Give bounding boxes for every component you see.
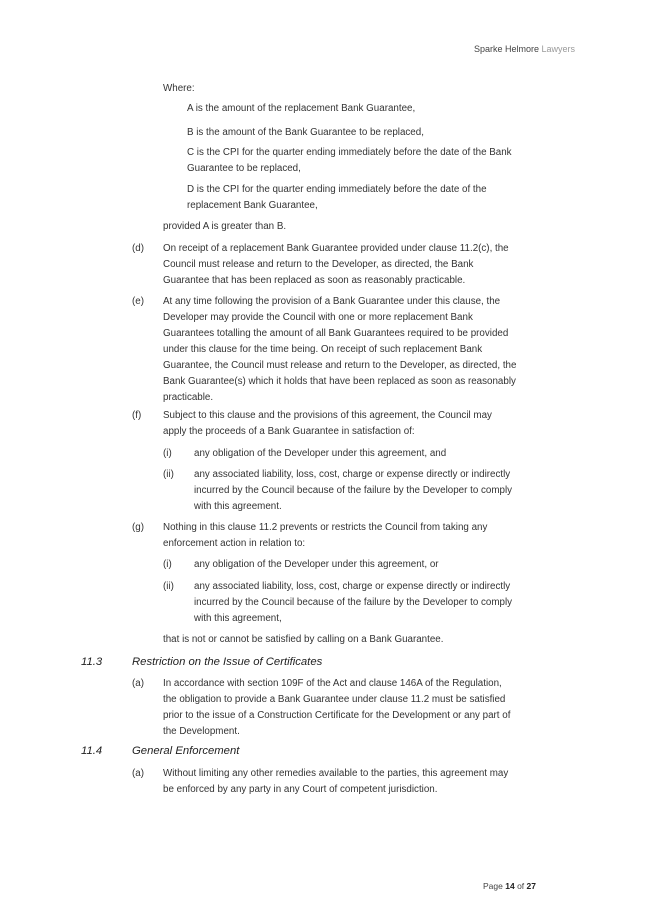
clause-11-3-a-text [163,676,510,740]
section-11-3-title: Restriction on the Issue of Certificates [132,656,323,668]
header-firm-name [474,44,575,54]
clause-f-i-label: (i) [163,448,172,459]
clause-11-3-a-line: prior to the issue of a Construction Certificate for the Development or any part of [163,710,511,721]
clause-e-line: Bank Guarantee(s) which it holds that have been replaced as soon as reasonably [163,376,516,387]
clause-g-label: (g) [132,522,144,533]
clause-g-i-label: (i) [163,559,172,570]
clause-f-ii-line: with this agreement. [194,501,282,512]
clause-g-ii-text [194,579,512,627]
section-11-4-number: 11.4 [81,745,103,757]
clause-11-3-a-line: In accordance with section 109F of the Act and clause 146A of the Regulation, [163,678,502,689]
clause-11-4-a-text [163,766,508,798]
clause-e-line: under this clause for the time being. On receipt of such replacement Bank [163,344,483,355]
definition-c [187,145,512,177]
clause-e-line: At any time following the provision of a Bank Guarantee under this clause, the [163,296,501,307]
definition-c-line: Guarantee to be replaced, [187,163,301,174]
clause-e-line: Developer may provide the Council with one or more replacement Bank [163,312,473,323]
clause-f-ii-line: any associated liability, loss, cost, charge or expense directly or indirectly [194,469,511,480]
page-number [483,881,536,891]
clause-f-ii-label: (ii) [163,469,174,480]
clause-f-label: (f) [132,410,142,421]
clause-g-i-text: any obligation of the Developer under this agreement, or [194,559,439,570]
section-11-4-title: General Enforcement [132,745,240,757]
clause-11-4-a-line: be enforced by any party in any Court of competent jurisdiction. [163,784,438,795]
clause-g-line: enforcement action in relation to: [163,538,306,549]
clause-11-4-a-label: (a) [132,768,144,779]
clause-d-text [163,241,509,289]
clause-g-ii-line: with this agreement, [194,613,282,624]
where-proviso: provided A is greater than B. [163,221,287,232]
page-prefix: Page [483,881,503,891]
page-of: of [517,881,525,891]
definition-d-line: replacement Bank Guarantee, [187,200,318,211]
firm-suffix: Lawyers [541,44,575,54]
clause-d-line: On receipt of a replacement Bank Guarantee provided under clause 11.2(c), the [163,243,509,254]
clause-11-3-a-label: (a) [132,678,144,689]
clause-d-line: Guarantee that has been replaced as soon as reasonably practicable. [163,275,466,286]
definition-c-line: C is the CPI for the quarter ending immediately before the date of the Bank [187,147,512,158]
clause-f-line: apply the proceeds of a Bank Guarantee in satisfaction of: [163,426,415,437]
clause-g-text [163,520,487,552]
clause-f-i-text: any obligation of the Developer under this agreement, and [194,448,447,459]
clause-d-line: Council must release and return to the Developer, as directed, the Bank [163,259,474,270]
clause-e-line: Guarantee, the Council must release and return to the Developer, as directed, the [163,360,517,371]
clause-e-text [163,294,516,406]
clause-11-3-a-line: the Development. [163,726,240,737]
definition-a: A is the amount of the replacement Bank Guarantee, [187,103,416,114]
clause-f-ii-line: incurred by the Council because of the failure by the Developer to comply [194,485,513,496]
clause-f-text [163,408,492,440]
clause-g-trailing: that is not or cannot be satisfied by calling on a Bank Guarantee. [163,634,444,645]
clause-e-label: (e) [132,296,144,307]
clause-g-ii-line: incurred by the Council because of the failure by the Developer to comply [194,597,513,608]
clause-e-line: Guarantees totalling the amount of all Bank Guarantees required to be provided [163,328,509,339]
page-total: 27 [526,881,537,891]
clause-e-line: practicable. [163,392,214,403]
clause-g-line: Nothing in this clause 11.2 prevents or restricts the Council from taking any [163,522,488,533]
definition-b: B is the amount of the Bank Guarantee to be replaced, [187,127,424,138]
clause-d-label: (d) [132,243,144,254]
definition-d [187,182,487,214]
section-11-3-number: 11.3 [81,656,103,668]
where-intro: Where: [163,83,195,94]
definition-d-line: D is the CPI for the quarter ending immediately before the date of the [187,184,487,195]
clause-f-line: Subject to this clause and the provisions of this agreement, the Council may [163,410,492,421]
firm-name: Sparke Helmore [473,44,539,54]
clause-g-ii-label: (ii) [163,581,174,592]
clause-f-ii-text [194,467,512,515]
clause-g-ii-line: any associated liability, loss, cost, charge or expense directly or indirectly [194,581,511,592]
page-current: 14 [505,881,515,891]
clause-11-3-a-line: the obligation to provide a Bank Guarantee under clause 11.2 must be satisfied [163,694,506,705]
clause-11-4-a-line: Without limiting any other remedies available to the parties, this agreement may [163,768,509,779]
